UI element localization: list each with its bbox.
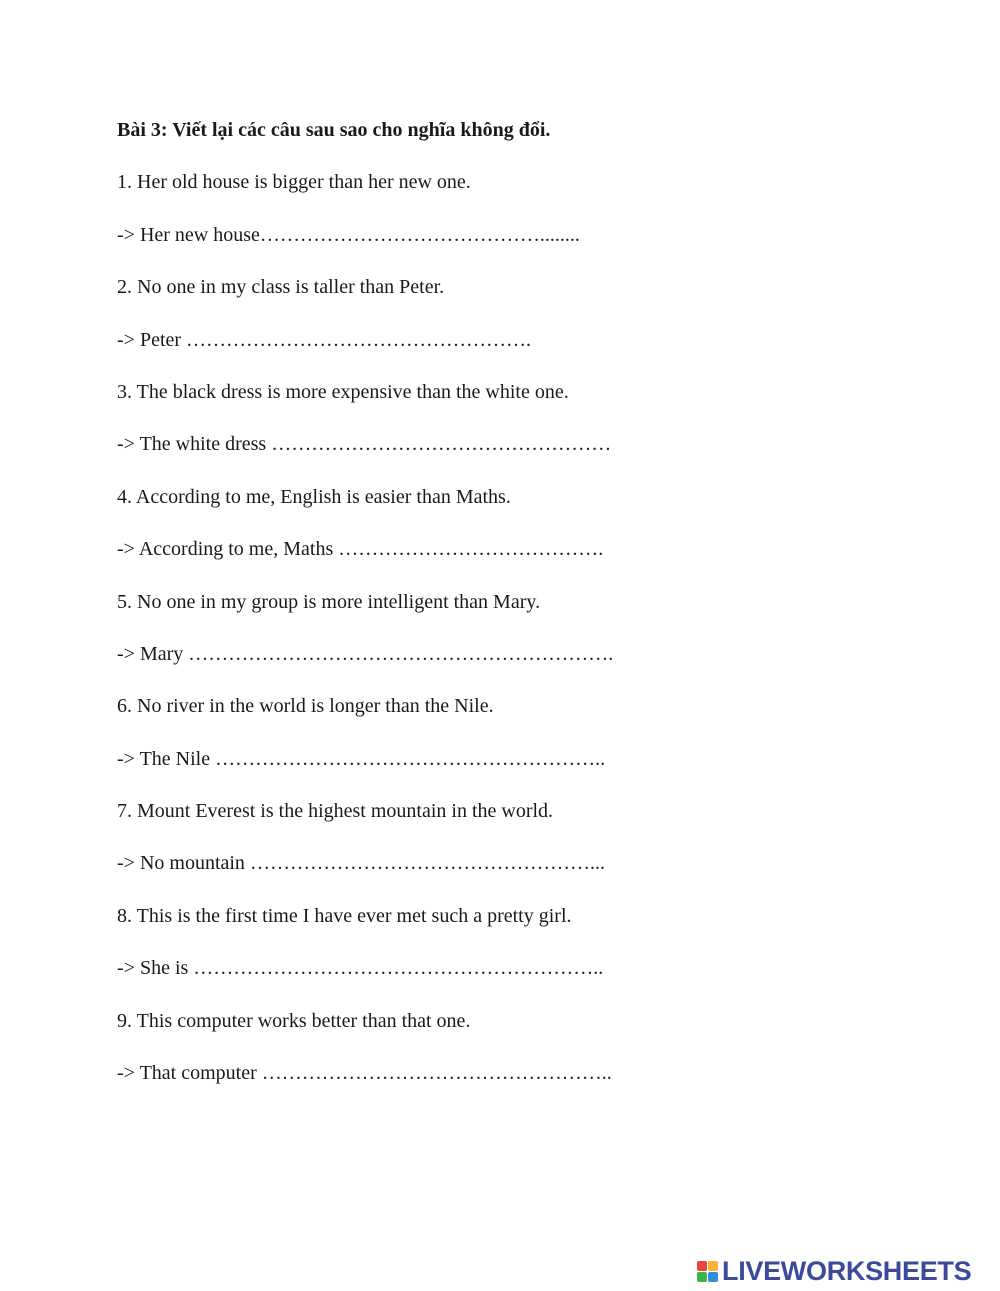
logo-wordmark: LIVEWORKSHEETS (722, 1256, 972, 1286)
answer-prompt-2: -> Peter (117, 328, 187, 351)
question-8: 8. This is the first time I have ever met such a pretty girl. (117, 904, 572, 927)
question-3: 3. The black dress is more expensive than the white one. (117, 380, 569, 403)
answer-blank-5[interactable]: ………………………………………………………. (188, 642, 614, 665)
question-4: 4. According to me, English is easier than Maths. (117, 485, 511, 508)
answer-blank-3[interactable]: …………………………………………… (271, 433, 612, 456)
worksheet (117, 114, 937, 1109)
answer-line-2 (117, 324, 937, 356)
logo-square-red (697, 1261, 707, 1271)
answer-prompt-7: -> No mountain (117, 852, 250, 875)
answer-line-6 (117, 743, 937, 775)
answer-line-8 (117, 952, 937, 984)
answer-blank-9[interactable]: …………………………………………….. (261, 1062, 612, 1085)
logo-square-yellow (708, 1261, 718, 1271)
answer-line-9 (117, 1057, 937, 1089)
question-1: 1. Her old house is bigger than her new one. (117, 171, 471, 194)
answer-line-1 (117, 219, 937, 251)
answer-blank-7[interactable]: ……………………………………………... (249, 852, 605, 875)
question-9: 9. This computer works better than that one. (117, 1009, 471, 1032)
exercise-title: Bài 3: Viết lại các câu sau sao cho nghĩa không đổi. (117, 119, 551, 141)
answer-prompt-9: -> That computer (117, 1062, 262, 1085)
answer-prompt-1: -> Her new house (117, 223, 260, 246)
question-5: 5. No one in my group is more intelligent than Mary. (117, 590, 541, 613)
question-6: 6. No river in the world is longer than the Nile. (117, 695, 494, 718)
question-7: 7. Mount Everest is the highest mountain in the world. (117, 800, 554, 823)
liveworksheets-logo-icon (697, 1261, 718, 1282)
answer-blank-1[interactable]: ……………………………………........ (259, 223, 580, 246)
answer-prompt-3: -> The white dress (117, 433, 272, 456)
answer-line-3 (117, 428, 937, 460)
answer-prompt-5: -> Mary (117, 642, 189, 665)
answer-line-5 (117, 638, 937, 670)
logo-square-green (697, 1272, 707, 1282)
answer-prompt-8: -> She is (117, 957, 194, 980)
answer-prompt-4: -> According to me, Maths (117, 538, 339, 561)
liveworksheets-logo (697, 1256, 971, 1286)
answer-blank-6[interactable]: ………………………………………………….. (215, 747, 606, 770)
answer-blank-4[interactable]: …………………………………. (338, 538, 604, 561)
answer-blank-2[interactable]: ……………………………………………. (186, 328, 532, 351)
answer-blank-8[interactable]: …………………………………………………….. (193, 957, 604, 980)
answer-line-4 (117, 533, 937, 565)
question-2: 2. No one in my class is taller than Peter. (117, 276, 445, 299)
logo-square-blue (708, 1272, 718, 1282)
answer-line-7 (117, 847, 937, 879)
answer-prompt-6: -> The Nile (117, 747, 216, 770)
